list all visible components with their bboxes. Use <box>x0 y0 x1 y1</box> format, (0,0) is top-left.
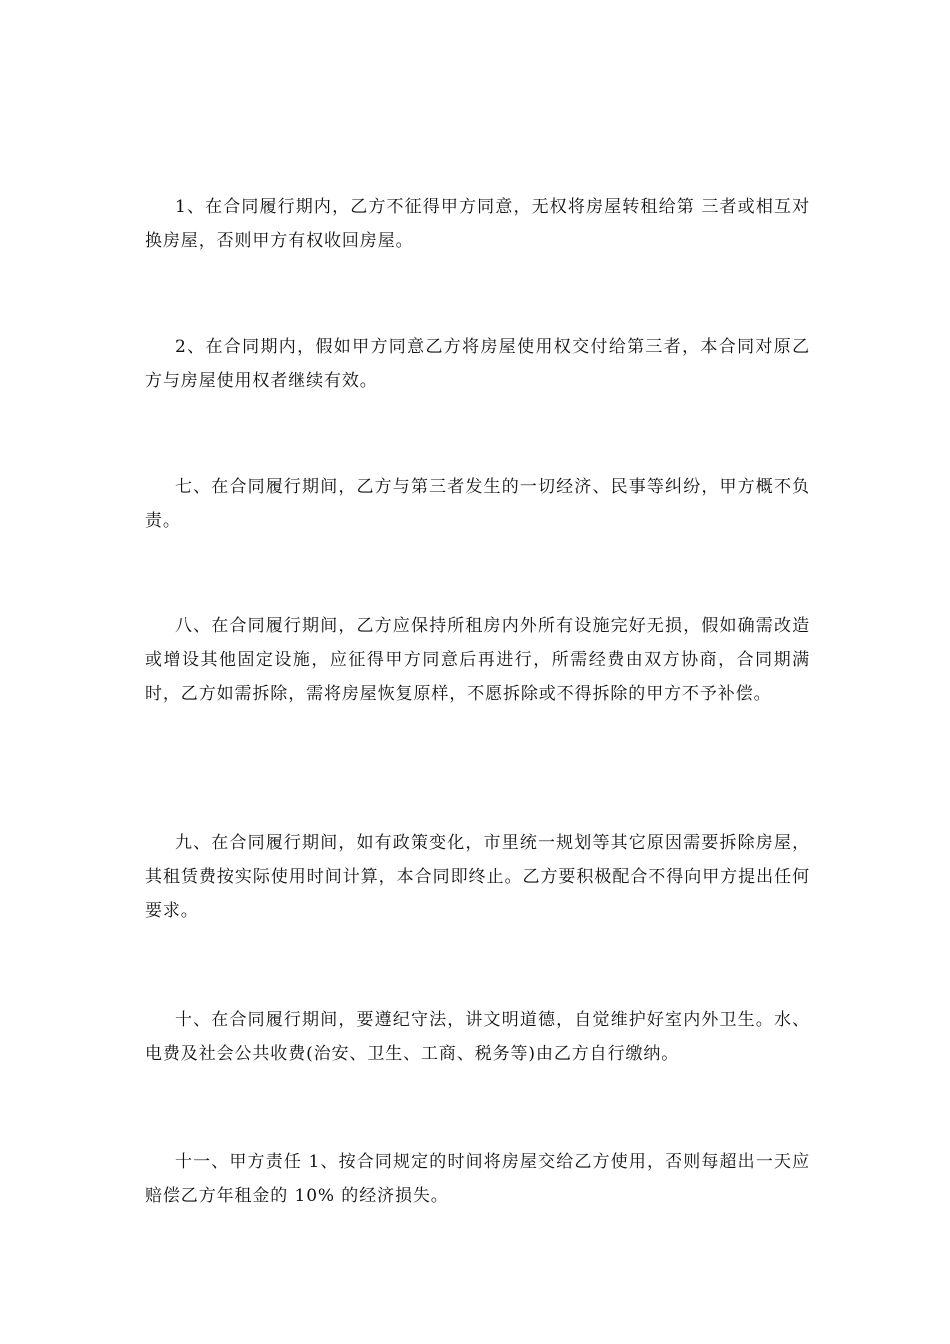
clause-seven-paragraph: 七、在合同履行期间，乙方与第三者发生的一切经济、民事等纠纷，甲方概不负责。 <box>145 477 810 531</box>
clause-nine-paragraph: 九、在合同履行期间，如有政策变化，市里统一规划等其它原因需要拆除房屋，其租赁费按实际使用时间计算，本合同即终止。乙方要积极配合不得向甲方提出任何要求。 <box>145 833 810 921</box>
clause-ten-paragraph: 十、在合同履行期间，要遵纪守法，讲文明道德，自觉维护好室内外卫生。水、电费及社会公共收费(治安、卫生、工商、税务等)由乙方自行缴纳。 <box>145 1010 810 1064</box>
clause-transfer-paragraph: 2、在合同期内，假如甲方同意乙方将房屋使用权交付给第三者，本合同对原乙方与房屋使用权者继续有效。 <box>145 337 810 391</box>
clause-eight-paragraph: 八、在合同履行期间，乙方应保持所租房内外所有设施完好无损，假如确需改造或增设其他固定设施，应征得甲方同意后再进行，所需经费由双方协商，合同期满时，乙方如需拆除，需将房屋恢复原样，不愿拆除或不得拆除的甲方不予补偿。 <box>145 616 810 704</box>
clause-eleven-paragraph: 十一、甲方责任 1、按合同规定的时间将房屋交给乙方使用，否则每超出一天应赔偿乙方年租金的 10% 的经济损失。 <box>145 1152 810 1206</box>
clause-sublet-paragraph: 1、在合同履行期内，乙方不征得甲方同意，无权将房屋转租给第 三者或相互对换房屋，否则甲方有权收回房屋。 <box>145 197 810 251</box>
